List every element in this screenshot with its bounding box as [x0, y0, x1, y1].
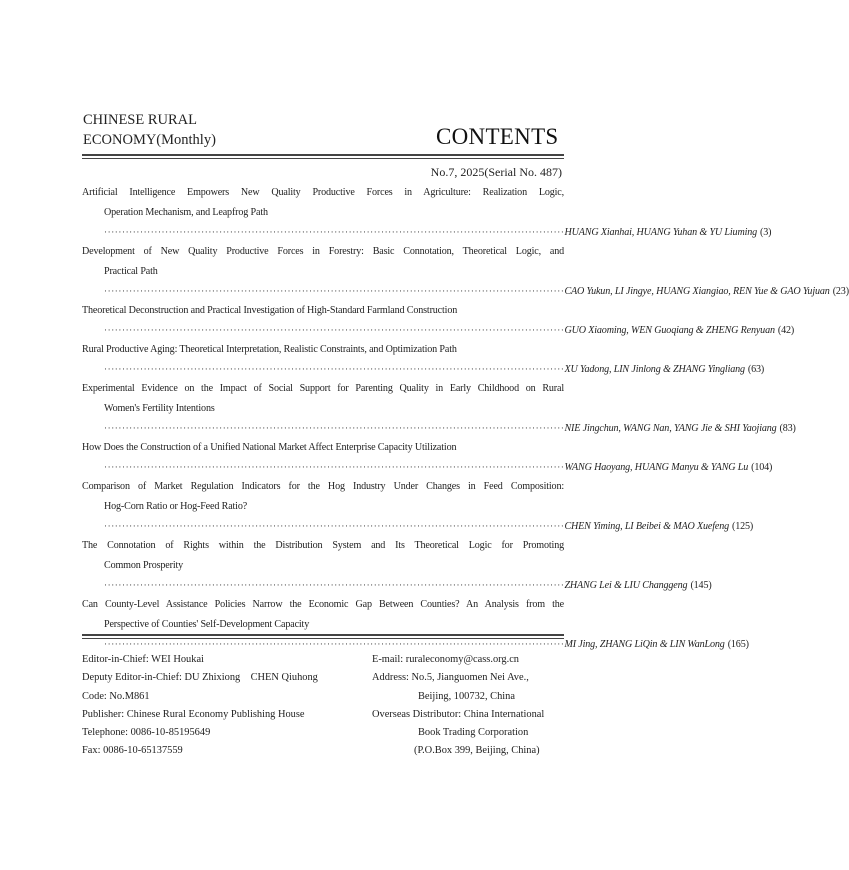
publisher: Publisher: Chinese Rural Economy Publishing House — [82, 708, 305, 720]
article-title: Development of New Quality Productive Forces in Forestry: Basic Connotation, Theoretical Logic, and — [82, 246, 564, 257]
page-number: (3) — [760, 227, 772, 238]
header-rule-thin — [82, 158, 564, 159]
page-number: (125) — [732, 521, 754, 532]
table-of-contents — [82, 183, 849, 654]
article-authors: NIE Jingchun, WANG Nan, YANG Jie & SHI Yaojiang — [564, 423, 777, 434]
issue-number: No.7, 2025(Serial No. 487) — [430, 165, 562, 179]
author-line — [82, 223, 772, 242]
toc-entry — [82, 301, 795, 340]
article-title: Perspective of Counties' Self-Development Capacity — [104, 619, 310, 630]
article-title: Hog-Corn Ratio or Hog-Feed Ratio? — [104, 501, 248, 512]
page-number: (104) — [751, 462, 773, 473]
deputy-editors: Deputy Editor-in-Chief: DU Zhixiong CHEN Qiuhong — [82, 672, 318, 684]
article-title: Can County-Level Assistance Policies Narrow the Economic Gap Between Counties? An Analysis from the — [82, 599, 564, 610]
dot-leader: ································································································································ — [104, 325, 565, 335]
journal-title-line-2: ECONOMY(Monthly) — [83, 132, 216, 148]
page-number: (83) — [779, 423, 796, 434]
journal-title-line-1: CHINESE RURAL — [83, 112, 197, 128]
email: E-mail: ruraleconomy@cass.org.cn — [372, 654, 520, 665]
article-authors: GUO Xiaoming, WEN Guoqiang & ZHENG Renyuan — [564, 325, 775, 336]
article-title: Comparison of Market Regulation Indicators for the Hog Industry Under Changes in Feed Composition: — [82, 481, 564, 492]
article-authors: ZHANG Lei & LIU Changgeng — [564, 580, 688, 591]
page-number: (145) — [690, 580, 712, 591]
article-title: Artificial Intelligence Empowers New Quality Productive Forces in Agriculture: Realization Logic, — [82, 187, 564, 198]
article-title: How Does the Construction of a Unified National Market Affect Enterprise Capacity Utilization — [82, 442, 457, 453]
editor-in-chief: Editor-in-Chief: WEI Houkai — [82, 654, 204, 665]
dot-leader: ································································································································ — [104, 286, 565, 296]
toc-entry — [82, 340, 765, 379]
article-authors: HUANG Xianhai, HUANG Yuhan & YU Liuming — [564, 227, 758, 238]
article-title: Operation Mechanism, and Leapfrog Path — [104, 207, 268, 218]
article-authors: CHEN Yiming, LI Beibei & MAO Xuefeng — [564, 521, 730, 532]
author-line — [82, 321, 795, 340]
toc-entry — [82, 438, 773, 477]
author-line — [82, 360, 765, 379]
dot-leader: ································································································································ — [104, 423, 565, 433]
masthead-right — [372, 651, 544, 761]
telephone: Telephone: 0086-10-85195649 — [82, 727, 211, 739]
page-number: (63) — [747, 364, 765, 375]
article-title: Theoretical Deconstruction and Practical Investigation of High-Standard Farmland Construction — [82, 305, 458, 316]
article-title: Rural Productive Aging: Theoretical Interpretation, Realistic Constraints, and Optimization Path — [82, 344, 457, 355]
article-title: Practical Path — [104, 266, 158, 277]
distributor-address: (P.O.Box 399, Beijing, China) — [414, 745, 540, 757]
footer-rule-thick — [82, 634, 564, 636]
footer-rule-thin — [82, 638, 564, 639]
overseas-distributor: Overseas Distributor: China International — [372, 708, 545, 720]
dot-leader: ································································································································ — [104, 364, 565, 374]
address-line-2: Beijing, 100732, China — [418, 690, 515, 702]
page-number: (165) — [727, 639, 749, 650]
toc-entry — [82, 183, 772, 242]
article-title: Women's Fertility Intentions — [104, 403, 215, 414]
article-authors: XU Yadong, LIN Jinlong & ZHANG Yingliang — [564, 364, 745, 375]
article-title: Experimental Evidence on the Impact of Social Support for Parenting Quality in Early Childhood on Rural — [82, 383, 564, 394]
header-rule-thick — [82, 154, 564, 156]
toc-entry — [82, 379, 796, 438]
distributor-name: Book Trading Corporation — [418, 727, 529, 739]
toc-entry — [82, 595, 749, 654]
article-authors: CAO Yukun, LI Jingye, HUANG Xiangiao, REN Yue & GAO Yujuan — [564, 286, 830, 297]
dot-leader: ································································································································ — [104, 580, 565, 590]
dot-leader: ································································································································ — [104, 227, 565, 237]
dot-leader: ································································································································ — [104, 462, 565, 472]
page-number: (42) — [777, 325, 795, 336]
author-line — [82, 282, 849, 301]
publication-code: Code: No.M861 — [82, 690, 150, 702]
toc-entry — [82, 477, 754, 536]
journal-title — [83, 110, 216, 150]
author-line — [82, 576, 712, 595]
dot-leader: ································································································································ — [104, 521, 565, 531]
author-line — [82, 458, 773, 477]
dot-leader: ································································································································ — [104, 639, 565, 649]
article-authors: MI Jing, ZHANG LiQin & LIN WanLong — [564, 639, 725, 650]
article-authors: WANG Haoyang, HUANG Manyu & YANG Lu — [564, 462, 749, 473]
masthead-left — [82, 651, 318, 761]
article-title: Common Prosperity — [104, 560, 184, 571]
author-line — [82, 517, 754, 536]
article-title: The Connotation of Rights within the Distribution System and Its Theoretical Logic for Promoting — [82, 540, 564, 551]
page-number: (23) — [832, 286, 849, 297]
toc-entry — [82, 536, 712, 595]
contents-heading: CONTENTS — [436, 124, 559, 149]
toc-entry — [82, 242, 849, 301]
author-line — [82, 419, 796, 438]
address-line-1: Address: No.5, Jianguomen Nei Ave., — [372, 672, 529, 684]
fax: Fax: 0086-10-65137559 — [82, 745, 183, 757]
